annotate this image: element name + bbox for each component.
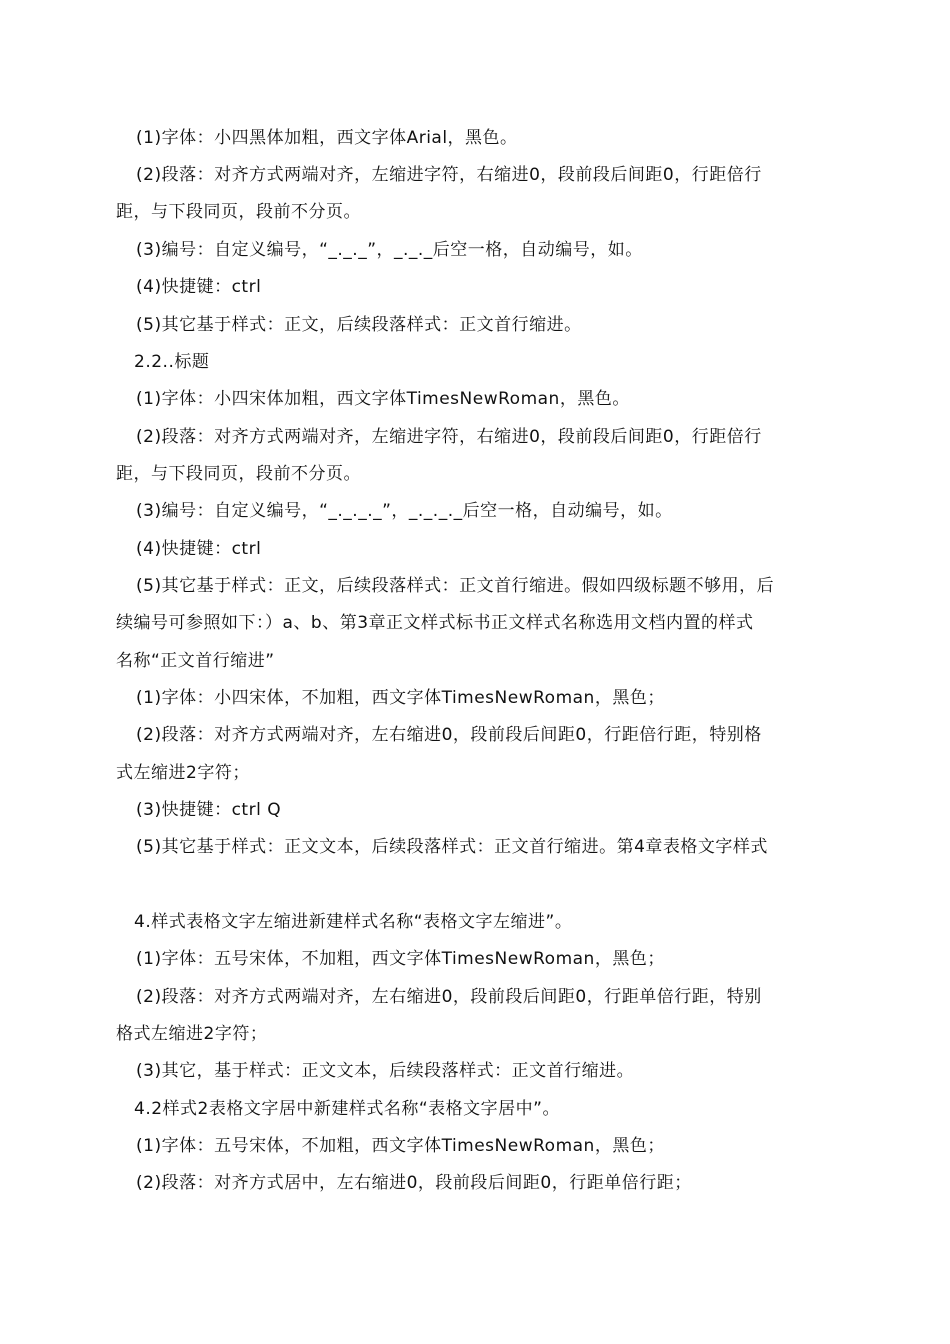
- text-line: (2)段落：对齐方式两端对齐，左右缩进0，段前段后间距0，行距倍行距，特别格: [136, 725, 762, 745]
- text-line: (5)其它基于样式：正文，后续段落样式：正文首行缩进。假如四级标题不够用，后: [136, 576, 775, 596]
- text-line: (3)编号：自定义编号，“_._._”，_._._后空一格，自动编号，如。: [136, 240, 643, 260]
- text-line: (3)快捷键：ctrl Q: [136, 800, 282, 820]
- text-line: (1)字体：五号宋体，不加粗，西文字体TimesNewRoman，黑色；: [136, 1136, 665, 1156]
- text-line: (2)段落：对齐方式两端对齐，左缩进字符，右缩进0，段前段后间距0，行距倍行: [136, 427, 762, 447]
- section-heading: 2.2..标题: [134, 352, 210, 372]
- text-line: 续编号可参照如下：）a、b、第3章正文样式标书正文样式名称选用文档内置的样式: [116, 613, 754, 633]
- text-line: (2)段落：对齐方式居中，左右缩进0，段前段后间距0，行距单倍行距；: [136, 1173, 692, 1193]
- text-line: (5)其它基于样式：正文，后续段落样式：正文首行缩进。: [136, 315, 582, 335]
- text-line: 名称“正文首行缩进”: [116, 651, 275, 671]
- text-line: (3)编号：自定义编号，“_._._._”，_._._._后空一格，自动编号，如。: [136, 501, 673, 521]
- text-line: 距，与下段同页，段前不分页。: [116, 464, 361, 484]
- section-heading: 4.2样式2表格文字居中新建样式名称“表格文字居中”。: [134, 1099, 560, 1119]
- text-line: (1)字体：小四宋体，不加粗，西文字体TimesNewRoman，黑色；: [136, 688, 665, 708]
- text-line: 距，与下段同页，段前不分页。: [116, 202, 361, 222]
- text-line: (4)快捷键：ctrl: [136, 277, 262, 297]
- text-line: 格式左缩进2字符；: [116, 1024, 268, 1044]
- text-line: (1)字体：小四黑体加粗，西文字体Arial，黑色。: [136, 128, 518, 148]
- text-line: (4)快捷键：ctrl: [136, 539, 262, 559]
- section-heading: 4.样式表格文字左缩进新建样式名称“表格文字左缩进”。: [134, 912, 573, 932]
- text-line: (2)段落：对齐方式两端对齐，左右缩进0，段前段后间距0，行距单倍行距，特别: [136, 987, 762, 1007]
- text-line: (5)其它基于样式：正文文本，后续段落样式：正文首行缩进。第4章表格文字样式: [136, 837, 768, 857]
- text-line: (3)其它，基于样式：正文文本，后续段落样式：正文首行缩进。: [136, 1061, 635, 1081]
- text-line: (1)字体：小四宋体加粗，西文字体TimesNewRoman，黑色。: [136, 389, 630, 409]
- text-line: (2)段落：对齐方式两端对齐，左缩进字符，右缩进0，段前段后间距0，行距倍行: [136, 165, 762, 185]
- text-line: 式左缩进2字符；: [116, 763, 250, 783]
- text-line: (1)字体：五号宋体，不加粗，西文字体TimesNewRoman，黑色；: [136, 949, 665, 969]
